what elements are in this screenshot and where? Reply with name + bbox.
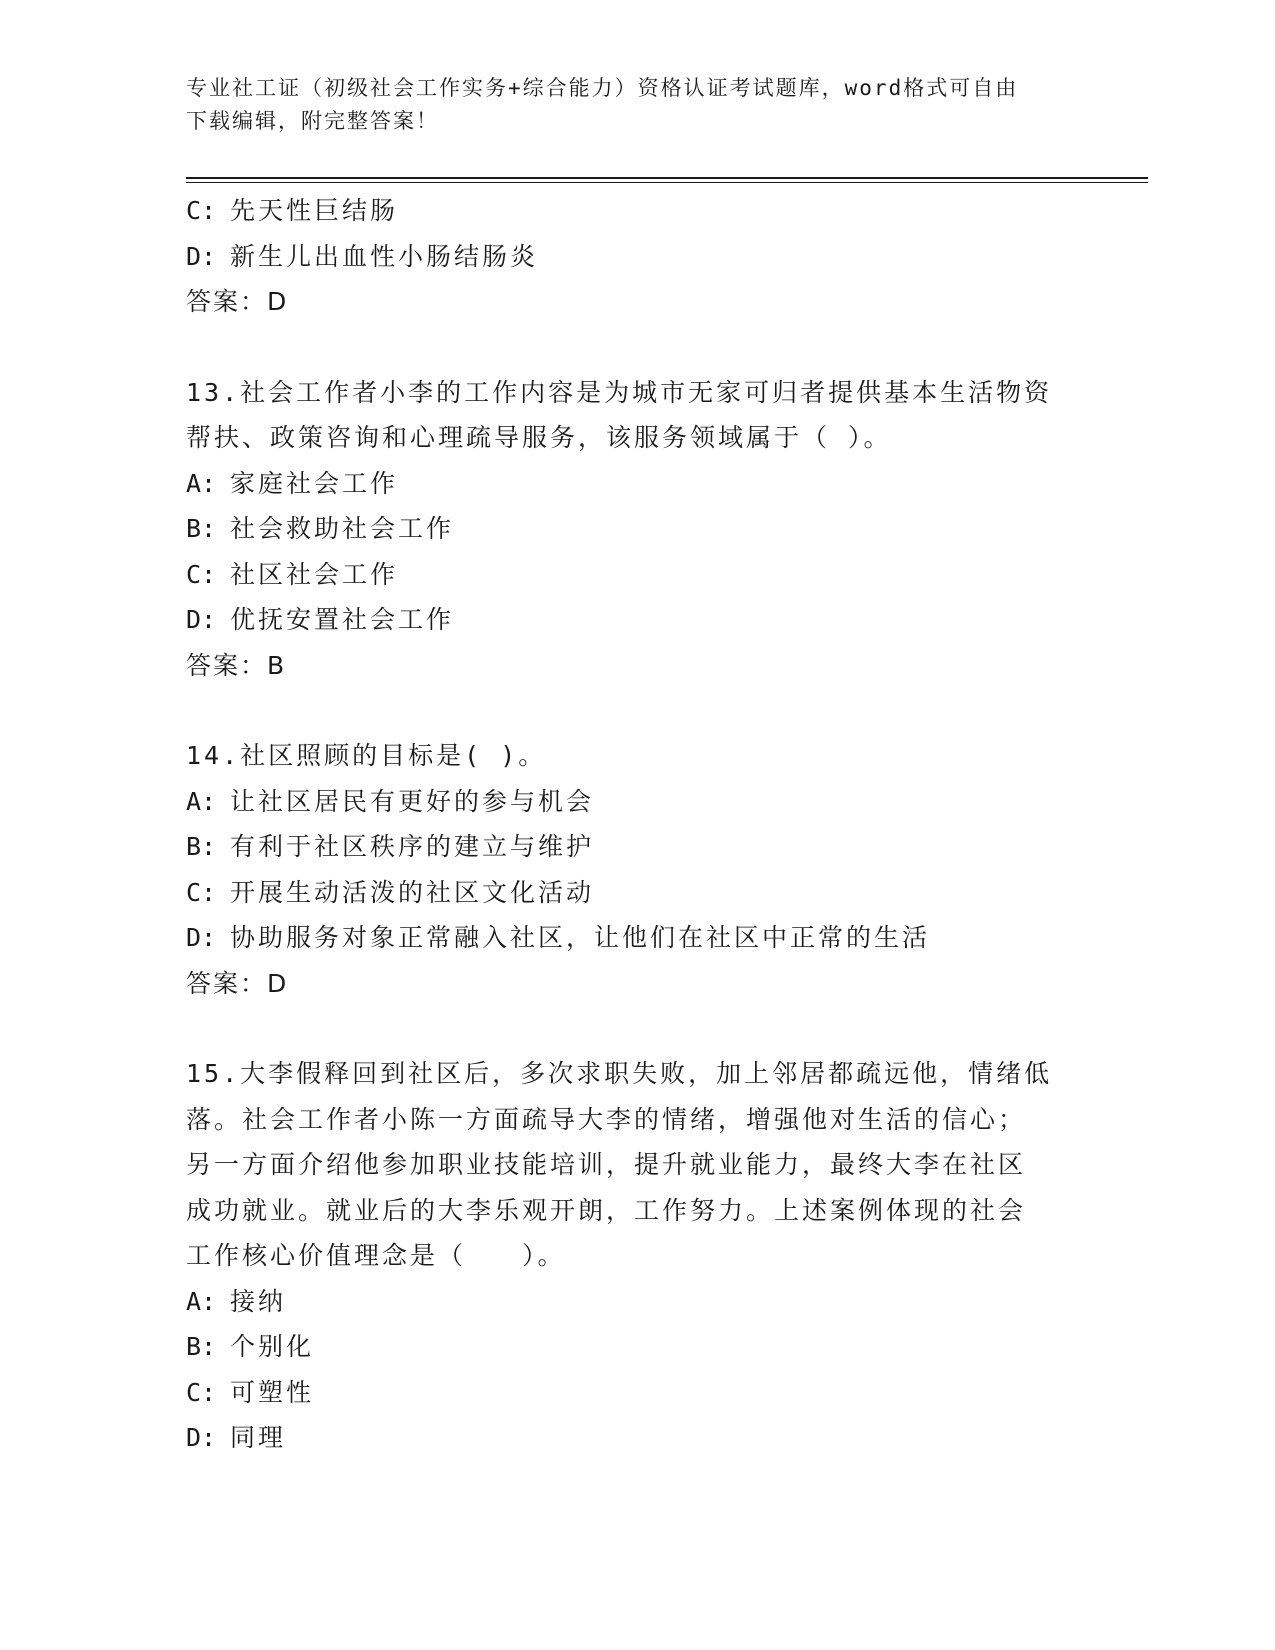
question-stem [186, 1051, 1086, 1279]
option-b [186, 1324, 1086, 1370]
option-text: 同理 [230, 1423, 287, 1452]
option-letter: D: [186, 605, 217, 634]
header-divider-thin [186, 182, 1148, 183]
stem-line: 工作核心价值理念是（ ）。 [186, 1241, 566, 1270]
option-text: 家庭社会工作 [230, 468, 399, 498]
option-text: 协助服务对象正常融入社区，让他们在社区中正常的生活 [230, 923, 931, 952]
stem-line: 另一方面介绍他参加职业技能培训，提升就业能力，最终大李在社区 [186, 1150, 1027, 1179]
option-c [186, 1370, 1086, 1416]
option-text: 可塑性 [230, 1377, 315, 1407]
stem-line: 15.大李假释回到社区后，多次求职失败，加上邻居都疏远他，情绪低 [186, 1059, 1053, 1088]
option-letter: A: [186, 786, 217, 816]
option-letter: C: [186, 877, 217, 907]
option-a [186, 461, 1086, 507]
option-letter: B: [186, 1332, 217, 1361]
option-letter: D: [186, 923, 217, 952]
option-text: 有利于社区秩序的建立与维护 [230, 832, 595, 861]
option-text: 优抚安置社会工作 [230, 605, 455, 634]
option-letter: C: [186, 559, 217, 589]
stem-line: 帮扶、政策咨询和心理疏导服务，该服务领域属于（ ）。 [186, 423, 892, 452]
option-b [186, 506, 1086, 552]
spacer [186, 1006, 1086, 1051]
option-letter: A: [186, 468, 217, 498]
option-c [186, 188, 1086, 234]
option-c [186, 870, 1086, 916]
option-text: 让社区居民有更好的参与机会 [230, 786, 595, 816]
header-line-1: 专业社工证（初级社会工作实务+综合能力）资格认证考试题库，word格式可自由 [186, 76, 1019, 100]
question-13 [186, 370, 1086, 689]
option-letter: D: [186, 241, 217, 271]
option-b [186, 824, 1086, 870]
stem-line: 14.社区照顾的目标是( )。 [186, 741, 547, 770]
option-d [186, 915, 1086, 961]
question-content [186, 188, 1086, 1461]
option-letter: A: [186, 1286, 217, 1316]
option-text: 社区社会工作 [230, 559, 399, 589]
option-text: 开展生动活泼的社区文化活动 [230, 877, 595, 907]
option-letter: C: [186, 1377, 217, 1407]
document-header [186, 72, 1086, 138]
option-d [186, 1415, 1086, 1461]
answer-line: 答案：D [186, 968, 289, 998]
option-text: 新生儿出血性小肠结肠炎 [230, 241, 539, 271]
option-a [186, 1279, 1086, 1325]
spacer [186, 325, 1086, 370]
option-d [186, 234, 1086, 280]
header-line-2: 下载编辑，附完整答案！ [186, 109, 439, 133]
option-text: 先天性巨结肠 [230, 196, 399, 225]
option-letter: B: [186, 832, 217, 861]
answer-line: 答案：D [186, 287, 289, 316]
option-d [186, 597, 1086, 643]
option-letter: D: [186, 1423, 217, 1452]
answer-line: 答案：B [186, 650, 287, 680]
prev-question [186, 188, 1086, 325]
stem-line: 成功就业。就业后的大李乐观开朗，工作努力。上述案例体现的社会 [186, 1195, 1027, 1225]
option-a [186, 779, 1086, 825]
option-c [186, 552, 1086, 598]
stem-line: 落。社会工作者小陈一方面疏导大李的情绪，增强他对生活的信心； [186, 1104, 1027, 1134]
option-text: 个别化 [230, 1332, 315, 1361]
question-stem [186, 733, 1086, 779]
option-letter: C: [186, 196, 217, 225]
spacer [186, 688, 1086, 733]
header-divider-thick [186, 177, 1148, 179]
question-stem [186, 370, 1086, 461]
option-text: 社会救助社会工作 [230, 514, 455, 543]
stem-line: 13.社会工作者小李的工作内容是为城市无家可归者提供基本生活物资 [186, 377, 1053, 407]
option-letter: B: [186, 514, 217, 543]
option-text: 接纳 [230, 1286, 287, 1316]
question-14 [186, 733, 1086, 1006]
question-15 [186, 1051, 1086, 1461]
